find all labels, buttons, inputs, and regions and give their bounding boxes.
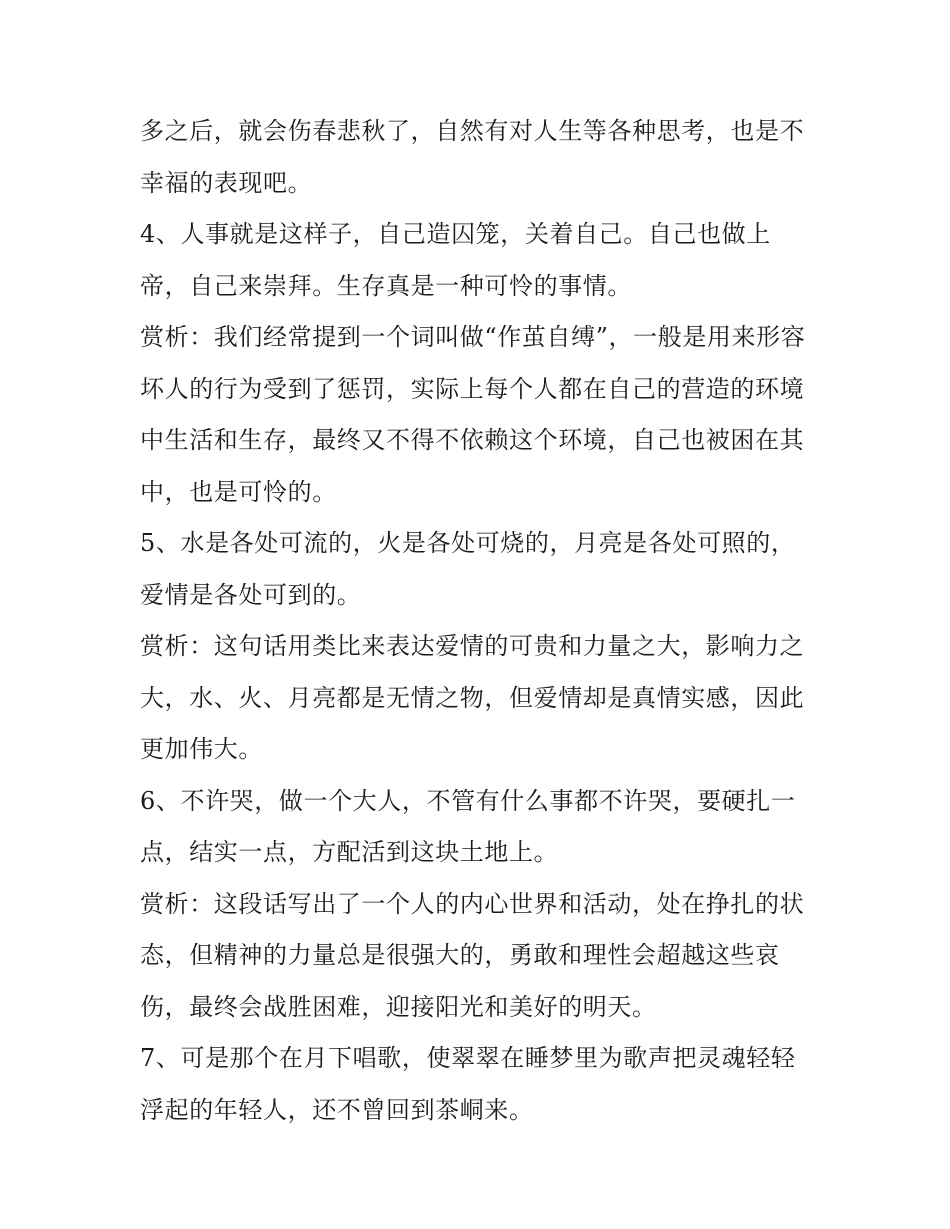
- text-line: 中生活和生存，最终又不得不依赖这个环境，自己也被困在其: [140, 426, 805, 454]
- text-line: 坏人的行为受到了惩罚，实际上每个人都在自己的营造的环境: [140, 374, 805, 403]
- text-line: 更加伟大。: [140, 735, 263, 763]
- text-line: 中，也是可怜的。: [140, 477, 337, 506]
- text-line: 浮起的年轻人，还不曾回到茶峒来。: [140, 1095, 534, 1124]
- text-line: 态，但精神的力量总是很强大的，勇敢和理性会超越这些哀: [140, 941, 780, 969]
- text-line: 点，结实一点，方配活到这块土地上。: [140, 838, 559, 866]
- text-line: 赏析：我们经常提到一个词叫做“作茧自缚”，一般是用来形容: [140, 323, 806, 351]
- text-line: 赏析：这段话写出了一个人的内心世界和活动，处在挣扎的状: [140, 889, 805, 918]
- text-line: 帝，自己来崇拜。生存真是一种可怜的事情。: [140, 271, 632, 300]
- text-line: 伤，最终会战胜困难，迎接阳光和美好的明天。: [140, 992, 657, 1021]
- document-body: [140, 106, 820, 1136]
- text-line: 7、可是那个在月下唱歌，使翠翠在睡梦里为歌声把灵魂轻轻: [140, 1044, 796, 1072]
- text-line: 6、不许哭，做一个大人，不管有什么事都不许哭，要硬扎一: [140, 786, 796, 815]
- text-line: 多之后，就会伤春悲秋了，自然有对人生等各种思考，也是不: [140, 117, 805, 145]
- text-line: 赏析：这句话用类比来表达爱情的可贵和力量之大，影响力之: [140, 632, 805, 660]
- text-line: 5、水是各处可流的，火是各处可烧的，月亮是各处可照的，: [140, 529, 796, 557]
- text-line: 爱情是各处可到的。: [140, 580, 362, 609]
- text-line: 4、人事就是这样子，自己造囚笼，关着自己。自己也做上: [140, 220, 771, 248]
- text-line: 大，水、火、月亮都是无情之物，但爱情却是真情实感，因此: [140, 683, 805, 712]
- text-line: 幸福的表现吧。: [140, 168, 313, 197]
